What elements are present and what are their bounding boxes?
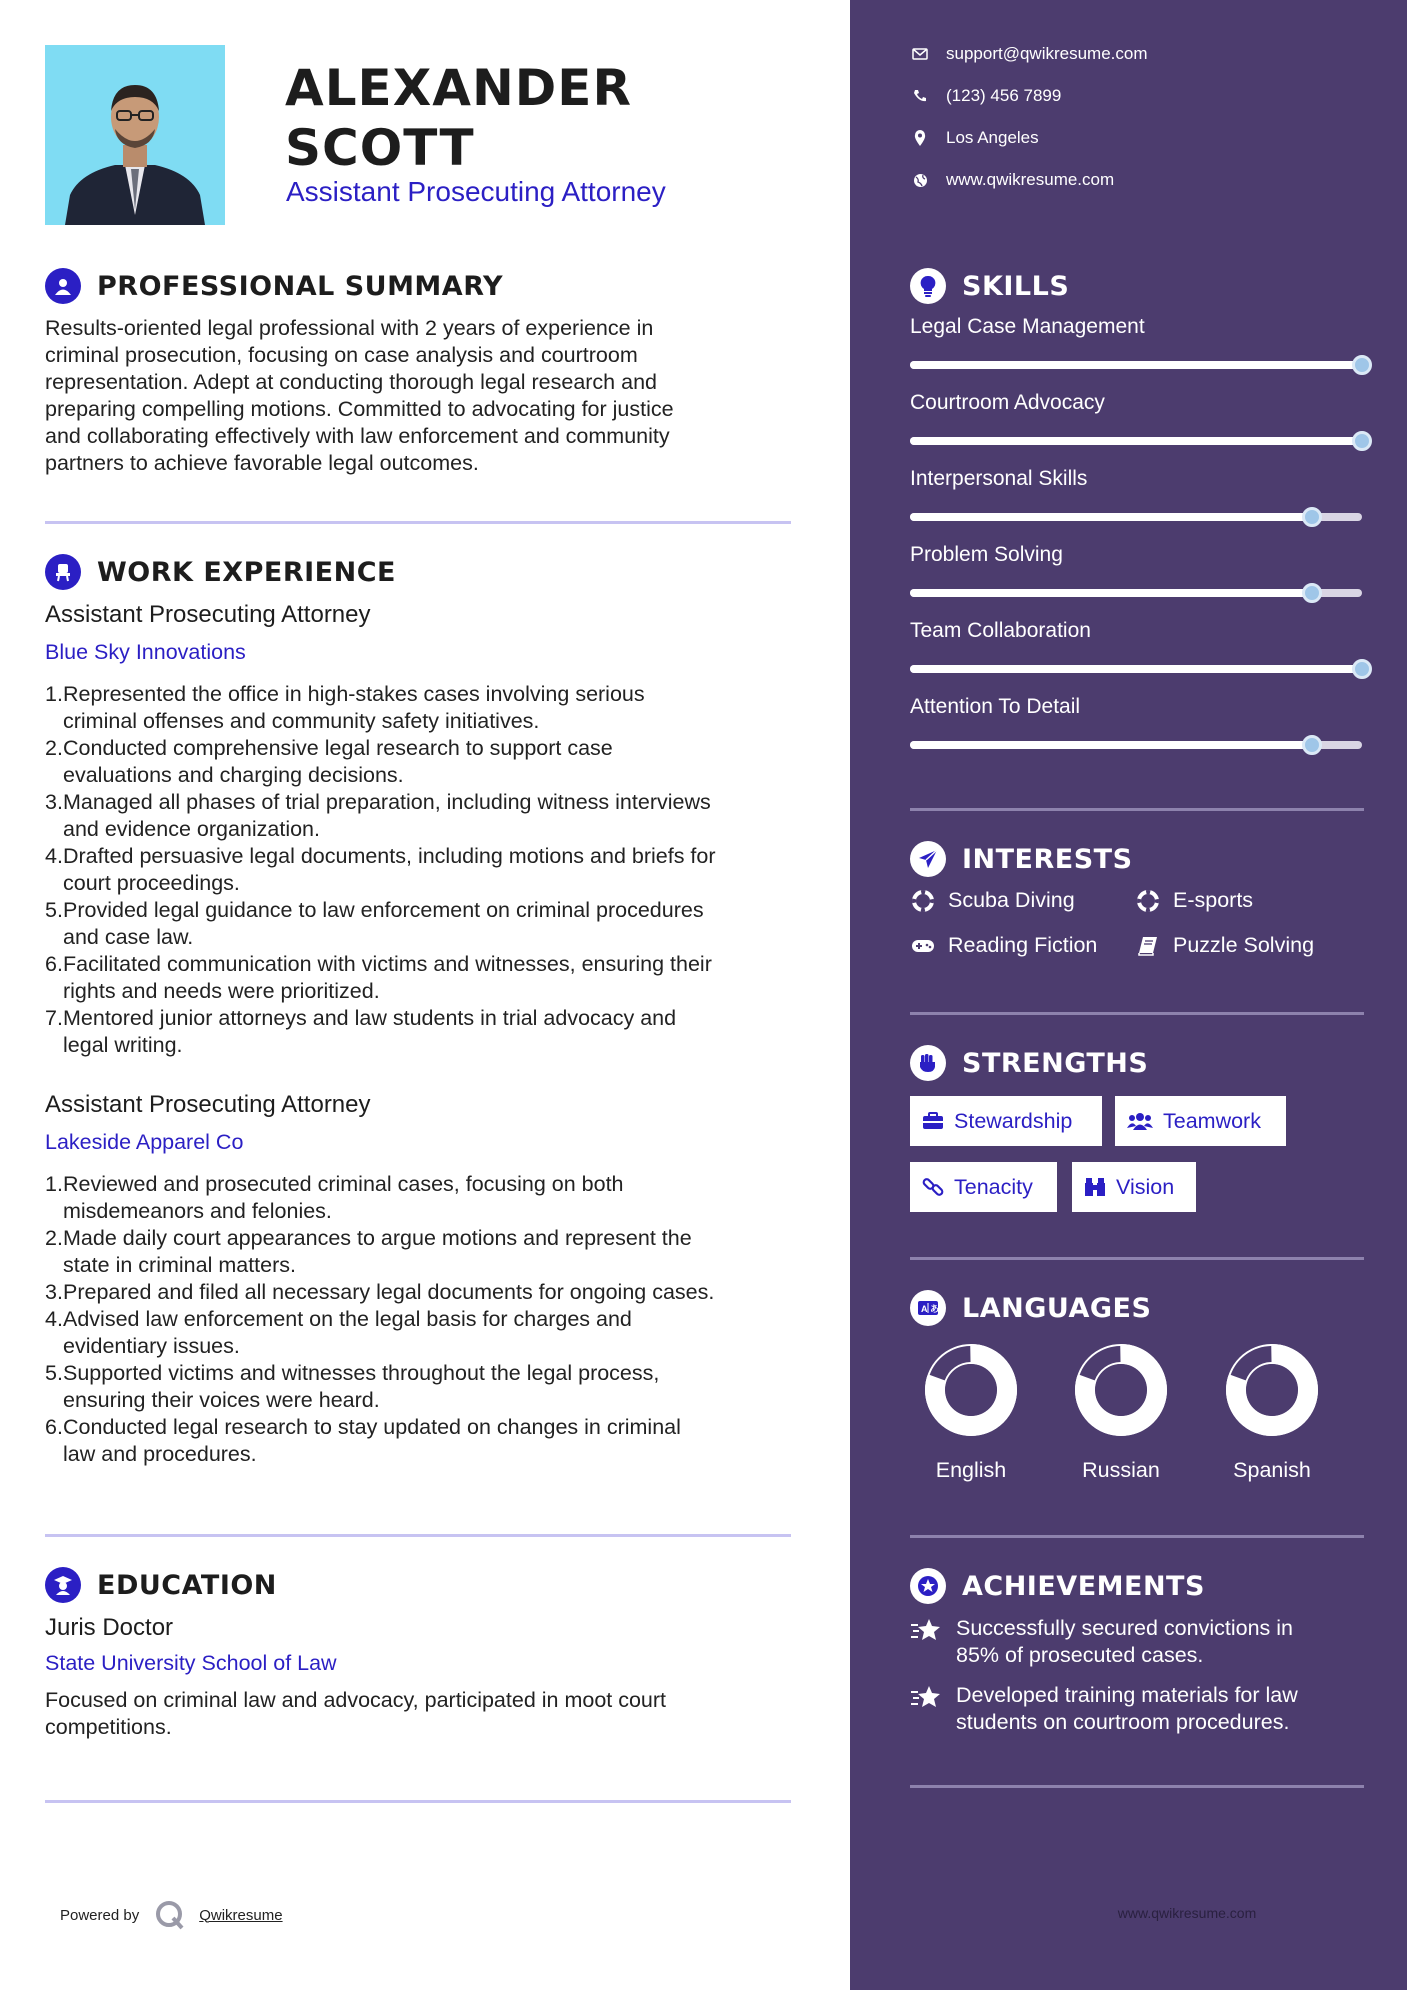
- divider: [910, 1535, 1364, 1538]
- language-item: [1066, 1342, 1176, 1483]
- list-item-line: rights and needs were prioritized.: [63, 979, 380, 1003]
- skill-bar: [910, 361, 1362, 369]
- list-item-line: and evidence organization.: [63, 817, 320, 841]
- languages-heading: [910, 1290, 1151, 1326]
- interest-item: [1135, 888, 1253, 913]
- list-item-line: Reviewed and prosecuted criminal cases, focusing on both: [63, 1172, 624, 1196]
- languages-title: LANGUAGES: [962, 1292, 1152, 1324]
- list-item: 1. Represented the office in high-stakes cases involving serious criminal offenses and community safety initiatives.: [45, 681, 795, 735]
- skill-bar-fill: [910, 437, 1362, 445]
- language-ring-russian: [1073, 1342, 1169, 1438]
- strengths-heading: [910, 1045, 1148, 1081]
- interest-label: E-sports: [1173, 888, 1254, 912]
- achievement-line: 85% of prosecuted cases.: [956, 1643, 1204, 1667]
- skill-bar: [910, 589, 1362, 597]
- list-item: 1. Reviewed and prosecuted criminal cases, focusing on both misdemeanors and felonies.: [45, 1171, 795, 1225]
- star-icon: [910, 1684, 942, 1736]
- name-first: ALEXANDER: [285, 59, 632, 117]
- strength-label: Tenacity: [954, 1174, 1033, 1199]
- achievement-line: Developed training materials for law: [956, 1683, 1298, 1707]
- summary-line: and collaborating effectively with law enforcement and community: [45, 424, 670, 448]
- skill-label: Team Collaboration: [910, 619, 1091, 642]
- degree-title: Juris Doctor: [45, 1614, 174, 1641]
- interests-title: INTERESTS: [962, 843, 1133, 875]
- language-item: [1217, 1342, 1327, 1483]
- phone-text: (123) 456 7899: [946, 86, 1062, 105]
- achievement-item: [910, 1682, 1360, 1736]
- skill-bar-fill: [910, 589, 1312, 597]
- powered-by: [60, 1900, 283, 1930]
- skill-label: Legal Case Management: [910, 315, 1145, 338]
- strengths-title: STRENGTHS: [962, 1047, 1149, 1079]
- email-text: support@qwikresume.com: [946, 44, 1148, 63]
- strength-label: Stewardship: [954, 1108, 1073, 1133]
- summary-text: [45, 315, 790, 477]
- list-item-line: Supported victims and witnesses throughout the legal process,: [63, 1361, 660, 1385]
- skills-heading: [910, 268, 1069, 304]
- summary-line: criminal prosecution, focusing on case analysis and courtroom: [45, 343, 638, 367]
- achievement-item: [910, 1615, 1360, 1669]
- language-label: English: [935, 1458, 1007, 1482]
- skill-bar-fill: [910, 513, 1312, 521]
- graduate-icon: [45, 1567, 81, 1603]
- summary-title: PROFESSIONAL SUMMARY: [97, 270, 504, 302]
- website-text: www.qwikresume.com: [946, 170, 1115, 189]
- contact-email[interactable]: [910, 44, 1148, 64]
- job-2-responsibilities: [45, 1171, 795, 1468]
- divider: [910, 1257, 1364, 1260]
- lifebuoy-icon: [910, 890, 936, 912]
- name-last: SCOTT: [285, 119, 475, 177]
- list-item-line: misdemeanors and felonies.: [63, 1199, 332, 1223]
- summary-line: Results-oriented legal professional with 2 years of experience in: [45, 316, 654, 340]
- interests-heading: [910, 841, 1133, 877]
- language-ring-hole: [1246, 1364, 1298, 1416]
- skill-bar: [910, 741, 1362, 749]
- list-item-line: Provided legal guidance to law enforcement on criminal procedures: [63, 898, 704, 922]
- skill-bar-fill: [910, 741, 1312, 749]
- skill-level-knob: [1302, 507, 1322, 527]
- summary-line: preparing compelling motions. Committed to advocating for justice: [45, 397, 674, 421]
- list-item-line: state in criminal matters.: [63, 1253, 296, 1277]
- skill-label: Interpersonal Skills: [910, 467, 1088, 490]
- location-text: Los Angeles: [946, 128, 1039, 147]
- language-ring-hole: [1095, 1364, 1147, 1416]
- school-name: State University School of Law: [45, 1651, 337, 1675]
- list-item: 5. Provided legal guidance to law enforcement on criminal procedures and case law.: [45, 897, 795, 951]
- strength-tag: [910, 1162, 1057, 1212]
- list-item-line: Advised law enforcement on the legal basis for charges and: [63, 1307, 632, 1331]
- gamepad-icon: [910, 938, 936, 954]
- candidate-name: [285, 58, 632, 178]
- education-line: Focused on criminal law and advocacy, participated in moot court: [45, 1688, 667, 1712]
- list-item-line: Prepared and filed all necessary legal documents for ongoing cases.: [63, 1280, 715, 1304]
- list-item-line: Conducted comprehensive legal research to support case: [63, 736, 613, 760]
- envelope-icon: [910, 48, 930, 60]
- list-item-line: Mentored junior attorneys and law students in trial advocacy and: [63, 1006, 677, 1030]
- translate-icon: [910, 1290, 946, 1326]
- list-item-line: law and procedures.: [63, 1442, 257, 1466]
- strength-tag: [910, 1096, 1102, 1146]
- list-item-line: Conducted legal research to stay updated on changes in criminal: [63, 1415, 681, 1439]
- list-item: 7. Mentored junior attorneys and law students in trial advocacy and legal writing.: [45, 1005, 795, 1059]
- qwikresume-link[interactable]: Qwikresume: [199, 1906, 283, 1924]
- list-item-line: Made daily court appearances to argue motions and represent the: [63, 1226, 692, 1250]
- globe-icon: [910, 173, 930, 188]
- skill-label: Problem Solving: [910, 543, 1063, 566]
- language-label: Russian: [1082, 1458, 1160, 1482]
- job-1-company: Blue Sky Innovations: [45, 640, 246, 664]
- job-title-header: Assistant Prosecuting Attorney: [286, 176, 666, 207]
- list-item-line: Managed all phases of trial preparation, including witness interviews: [63, 790, 711, 814]
- skill-bar-fill: [910, 361, 1362, 369]
- divider: [45, 1534, 791, 1537]
- language-ring-spanish: [1224, 1342, 1320, 1438]
- skill-level-knob: [1302, 583, 1322, 603]
- link-icon: [922, 1176, 944, 1198]
- list-item: 2. Made daily court appearances to argue motions and represent the state in criminal matters.: [45, 1225, 795, 1279]
- list-item-line: legal writing.: [63, 1033, 183, 1057]
- list-item: 5. Supported victims and witnesses throughout the legal process, ensuring their voices were heard.: [45, 1360, 795, 1414]
- education-title: EDUCATION: [97, 1569, 277, 1601]
- list-item: 4. Drafted persuasive legal documents, including motions and briefs for court proceedings.: [45, 843, 795, 897]
- svg-text:A: A: [921, 1304, 928, 1314]
- language-item: [916, 1342, 1026, 1483]
- list-item: 4. Advised law enforcement on the legal basis for charges and evidentiary issues.: [45, 1306, 795, 1360]
- divider: [910, 1785, 1364, 1788]
- contact-website[interactable]: [910, 170, 1114, 190]
- book-icon: [1135, 936, 1161, 956]
- skill-bar-fill: [910, 665, 1362, 673]
- skill-bar: [910, 437, 1362, 445]
- interest-item: [1135, 933, 1314, 958]
- users-icon: [1127, 1112, 1153, 1130]
- list-item-line: court proceedings.: [63, 871, 240, 895]
- list-item-line: and case law.: [63, 925, 194, 949]
- skills-title: SKILLS: [962, 270, 1070, 302]
- achievement-line: Successfully secured convictions in: [956, 1616, 1293, 1640]
- summary-line: partners to achieve favorable legal outcomes.: [45, 451, 479, 475]
- list-item-line: evidentiary issues.: [63, 1334, 240, 1358]
- list-item-line: Represented the office in high-stakes cases involving serious: [63, 682, 645, 706]
- strength-tag: [1072, 1162, 1196, 1212]
- job-1-title: Assistant Prosecuting Attorney: [45, 601, 371, 628]
- interest-item: [910, 933, 1097, 958]
- binoculars-icon: [1084, 1177, 1106, 1197]
- interest-label: Puzzle Solving: [1173, 933, 1315, 957]
- summary-line: representation. Adept at conducting thorough legal research and: [45, 370, 657, 394]
- list-item: 6. Conducted legal research to stay updated on changes in criminal law and procedures.: [45, 1414, 795, 1468]
- education-line: competitions.: [45, 1715, 172, 1739]
- list-item-line: evaluations and charging decisions.: [63, 763, 404, 787]
- list-item-line: ensuring their voices were heard.: [63, 1388, 380, 1412]
- experience-heading: [45, 554, 396, 590]
- list-item: 3. Prepared and filed all necessary legal documents for ongoing cases.: [45, 1279, 795, 1306]
- education-description: [45, 1687, 790, 1741]
- skill-level-knob: [1352, 659, 1372, 679]
- job-2-company: Lakeside Apparel Co: [45, 1130, 244, 1154]
- divider: [45, 1800, 791, 1803]
- user-icon: [45, 268, 81, 304]
- list-item-line: Facilitated communication with victims and witnesses, ensuring their: [63, 952, 712, 976]
- education-heading: [45, 1567, 277, 1603]
- qwikresume-logo-icon: [155, 1900, 185, 1930]
- paper-plane-icon: [910, 841, 946, 877]
- skill-level-knob: [1352, 355, 1372, 375]
- chair-icon: [45, 554, 81, 590]
- powered-by-label: Powered by: [60, 1906, 140, 1924]
- star-icon: [910, 1617, 942, 1669]
- skill-bar: [910, 665, 1362, 673]
- sidebar: [850, 0, 1407, 1990]
- lifebuoy-icon: [1135, 890, 1161, 912]
- profile-photo: [45, 45, 225, 225]
- star-badge-icon: [910, 1568, 946, 1604]
- contact-location: [910, 128, 1039, 148]
- list-item-line: Drafted persuasive legal documents, including motions and briefs for: [63, 844, 716, 868]
- lightbulb-icon: [910, 268, 946, 304]
- divider: [910, 1012, 1364, 1015]
- list-item: 2. Conducted comprehensive legal research to support case evaluations and charging decisions.: [45, 735, 795, 789]
- strength-label: Vision: [1116, 1174, 1175, 1199]
- svg-text:あ: あ: [930, 1304, 939, 1314]
- skill-label: Attention To Detail: [910, 695, 1081, 718]
- phone-icon: [910, 89, 930, 103]
- list-item: 3. Managed all phases of trial preparation, including witness interviews and evidence organization.: [45, 789, 795, 843]
- achievement-text: [956, 1615, 1293, 1669]
- map-pin-icon: [910, 130, 930, 146]
- contact-phone[interactable]: [910, 86, 1061, 106]
- achievements-heading: [910, 1568, 1205, 1604]
- divider: [45, 521, 791, 524]
- skill-label: Courtroom Advocacy: [910, 391, 1105, 414]
- briefcase-icon: [922, 1112, 944, 1130]
- list-item: 6. Facilitated communication with victims and witnesses, ensuring their rights and needs were prioritized.: [45, 951, 795, 1005]
- divider: [910, 808, 1364, 811]
- achievement-text: [956, 1682, 1298, 1736]
- skill-level-knob: [1352, 431, 1372, 451]
- fist-icon: [910, 1045, 946, 1081]
- achievement-line: students on courtroom procedures.: [956, 1710, 1290, 1734]
- achievements-title: ACHIEVEMENTS: [962, 1570, 1205, 1602]
- summary-heading: [45, 268, 503, 304]
- strength-tag: [1115, 1096, 1286, 1146]
- footer-url[interactable]: www.qwikresume.com: [1117, 1905, 1257, 1921]
- experience-title: WORK EXPERIENCE: [97, 556, 396, 588]
- interest-item: [910, 888, 1075, 913]
- language-ring-hole: [945, 1364, 997, 1416]
- language-ring-english: [923, 1342, 1019, 1438]
- job-2-title: Assistant Prosecuting Attorney: [45, 1091, 371, 1118]
- list-item-line: criminal offenses and community safety initiatives.: [63, 709, 540, 733]
- job-1-responsibilities: [45, 681, 795, 1059]
- skill-level-knob: [1302, 735, 1322, 755]
- skill-bar: [910, 513, 1362, 521]
- interest-label: Reading Fiction: [948, 933, 1098, 957]
- language-label: Spanish: [1233, 1458, 1311, 1482]
- interest-label: Scuba Diving: [948, 888, 1075, 912]
- strength-label: Teamwork: [1163, 1108, 1261, 1133]
